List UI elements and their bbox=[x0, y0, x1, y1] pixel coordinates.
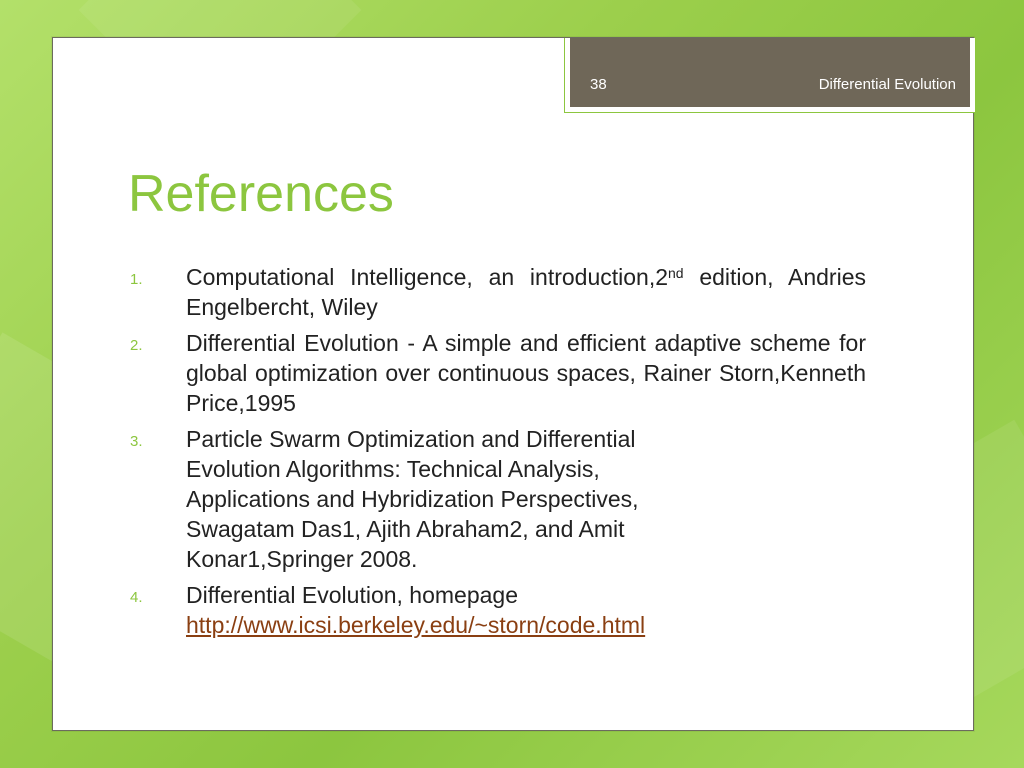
reference-text bbox=[186, 424, 866, 574]
header-bar bbox=[570, 38, 970, 107]
reference-text: Differential Evolution - A simple and efficient adaptive scheme for global optimization over continuous spaces, Rainer Storn,Kenneth Price,1995 bbox=[186, 330, 866, 416]
homepage-link[interactable]: http://www.icsi.berkeley.edu/~storn/code.html bbox=[186, 612, 646, 638]
header-title: Differential Evolution bbox=[818, 76, 956, 93]
reference-number: 2. bbox=[130, 337, 143, 354]
reference-line: Swagatam Das1, Ajith Abraham2, and Amit bbox=[186, 516, 625, 542]
reference-text bbox=[186, 262, 866, 322]
reference-text bbox=[186, 580, 866, 640]
slide-number: 38 bbox=[590, 76, 607, 93]
reference-number: 4. bbox=[130, 589, 143, 606]
reference-number: 1. bbox=[130, 271, 143, 288]
reference-list bbox=[130, 262, 866, 646]
reference-line: Differential Evolution, homepage bbox=[186, 582, 519, 608]
reference-superscript: nd bbox=[668, 265, 684, 281]
reference-item bbox=[130, 580, 866, 640]
slide-title: References bbox=[128, 165, 394, 223]
reference-line: Evolution Algorithms: Technical Analysis, bbox=[186, 456, 600, 482]
reference-number: 3. bbox=[130, 433, 143, 450]
reference-line: Konar1,Springer 2008. bbox=[186, 546, 418, 572]
reference-item bbox=[130, 262, 866, 322]
reference-line: Particle Swarm Optimization and Differential bbox=[186, 426, 636, 452]
header-tab bbox=[564, 38, 976, 113]
reference-item bbox=[130, 424, 866, 574]
reference-item bbox=[130, 328, 866, 418]
reference-line: Applications and Hybridization Perspectives, bbox=[186, 486, 639, 512]
reference-text-part: edition, Andries Engelbercht, Wiley bbox=[186, 264, 866, 320]
reference-text-part: Computational Intelligence, an introduction,2 bbox=[186, 264, 669, 290]
